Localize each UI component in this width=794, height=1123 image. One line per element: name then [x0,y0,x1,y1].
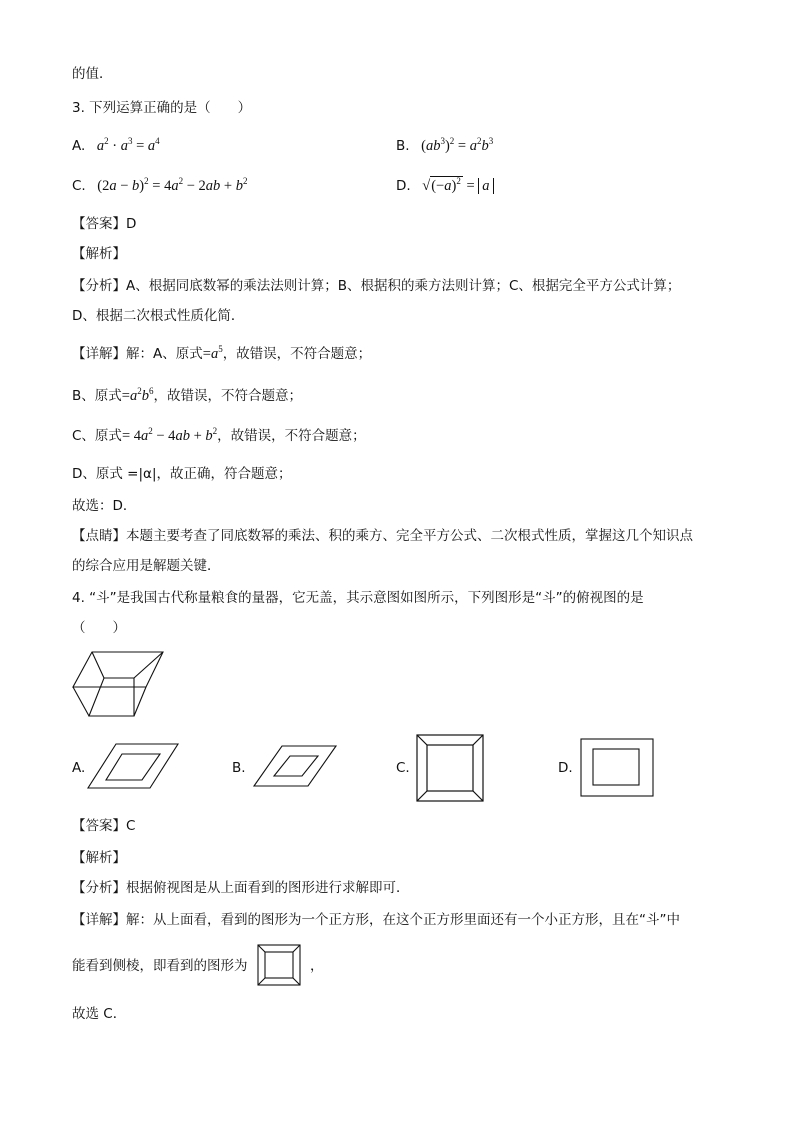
q3-detail-b-prefix: B、原式 [72,388,122,404]
q3-analysis-header: 【解析】 [72,246,126,262]
q4-option-b-svg [252,744,338,790]
q4-detail-line2 [72,956,248,976]
q3-dianjing-line2: 的综合应用是解题关键． [72,558,221,574]
q4-option-a-label: A. [72,760,86,776]
q3-option-d-math: $√(-a)^2 = a$ [415,178,494,194]
q4-stem-line2: （ ） [72,620,126,636]
previous-tail-text: 的值． [72,66,113,82]
q4-option-b-label: B. [232,760,246,776]
q3-choose: 故选：D． [72,498,137,514]
q4-option-c-label: C. [396,760,410,776]
q3-option-b [396,136,493,156]
q3-fenxi-line1: 【分析】A、根据同底数幂的乘法法则计算；B、根据积的乘方法则计算；C、根据完全平方公式计算； [72,278,681,294]
q3-detail-a-suffix: ，故错误，不符合题意； [222,346,372,362]
q4-choose: 故选 C． [72,1006,127,1022]
q4-option-d-svg [580,738,654,798]
q3-option-b-label: B. [396,138,410,154]
q3-dianjing-line1: 【点睛】本题主要考查了同底数幂的乘法、积的乘方、完全平方公式、二次根式性质，掌握这几个知识点 [72,528,693,544]
dou-perspective-figure [70,650,166,720]
q4-answer: 【答案】C [72,818,136,834]
q4-option-c-svg [416,734,484,802]
q3-detail-b-suffix: ，故错误，不符合题意； [153,388,302,404]
q4-detail-line1: 【详解】解：从上面看，看到的图形为一个正方形，在这个正方形里面还有一个小正方形，且在“斗”中 [72,912,680,928]
q3-detail-d: D、原式 =|α|，故正确，符合题意； [72,466,292,482]
q3-option-a [72,136,160,156]
q4-option-b-figure [252,744,338,790]
q3-option-c-label: C. [72,178,86,194]
q3-option-c-math: $(2a - b)^2 = 4a^2 - 2ab + b^2$ [97,176,248,194]
q4-detail-line2-suffix: ， [310,958,324,974]
dou-perspective-svg [70,650,166,720]
q3-option-d [396,176,494,196]
q3-detail-c [72,426,366,446]
q3-option-c [72,176,247,196]
q3-detail-a-prefix: 【详解】解：A、原式 [72,346,203,362]
q3-detail-a [72,344,371,364]
q4-option-a-figure [86,742,182,792]
q3-option-d-label: D. [396,178,411,194]
q3-answer: 【答案】D [72,216,137,232]
q4-option-d-label: D. [558,760,573,776]
q4-detail-line2-prefix: 能看到侧棱，即看到的图形为 [72,958,248,974]
q3-detail-a-math: $=a^5$ [202,344,223,362]
q4-option-a-svg [86,742,182,792]
q3-detail-b-math: $=a^2b^6$ [121,386,154,404]
q3-stem: 3. 下列运算正确的是（ ） [72,100,252,116]
q4-stem-line1: 4. “斗”是我国古代称量粮食的量器，它无盖，其示意图如图所示，下列图形是“斗”的俯视图的是 [72,590,644,606]
q3-fenxi-line2: D、根据二次根式性质化简． [72,308,245,324]
q4-option-c-figure [416,734,484,802]
q4-option-d-figure [580,738,654,798]
q4-analysis-header: 【解析】 [72,850,126,866]
q3-detail-b [72,386,302,406]
q3-detail-c-math: = $4a^2 - 4ab + b^2$ [121,426,218,444]
q4-inline-topview-svg [256,944,302,986]
q3-detail-c-suffix: ，故错误，不符合题意； [217,428,366,444]
q3-option-b-math: $(ab^3)^2 = a^2b^3$ [421,136,494,154]
q3-option-a-math: $a^2 \cdot a^3 = a^4$ [89,136,160,154]
q4-fenxi: 【分析】根据俯视图是从上面看到的图形进行求解即可． [72,880,410,896]
q4-inline-topview-figure [256,944,302,986]
q3-detail-c-prefix: C、原式 [72,428,122,444]
q3-option-a-label: A. [72,138,86,154]
